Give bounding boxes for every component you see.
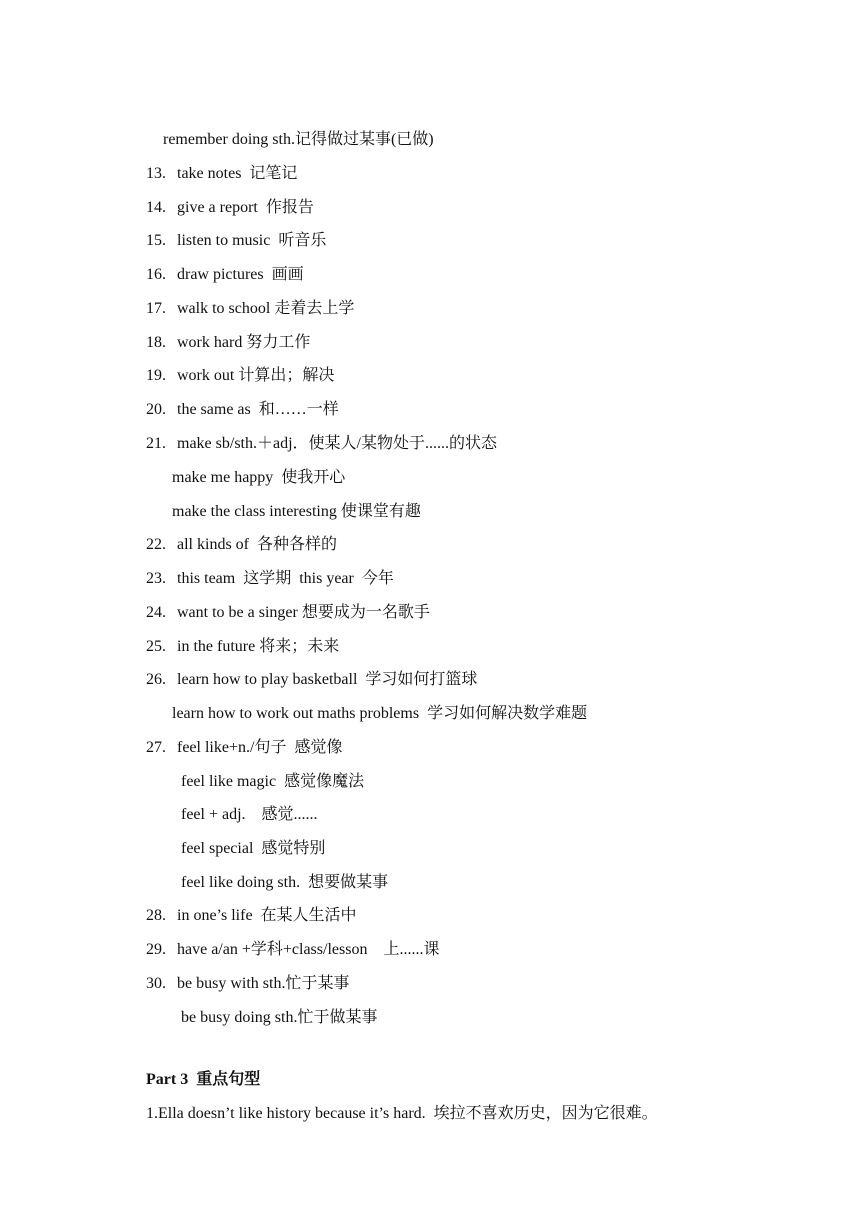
phrase-example bbox=[165, 779, 318, 823]
item-number: 27. bbox=[146, 739, 166, 756]
phrase-text: work out 计算出；解决 bbox=[177, 367, 335, 384]
phrase-text: have a/an +学科+class/lesson 上......课 bbox=[177, 941, 440, 958]
phrase-item-29 bbox=[130, 914, 440, 958]
phrase-text: in one’s life 在某人生活中 bbox=[177, 907, 357, 924]
phrase-item-20 bbox=[130, 374, 339, 418]
phrase-item-23 bbox=[130, 543, 394, 587]
phrase-text: learn how to play basketball 学习如何打篮球 bbox=[177, 671, 478, 688]
phrase-text: the same as 和……一样 bbox=[177, 401, 339, 418]
phrase-text: remember doing sth.记得做过某事(已做) bbox=[163, 131, 434, 148]
item-number: 30. bbox=[146, 975, 166, 992]
item-number: 28. bbox=[146, 907, 166, 924]
phrase-item-15 bbox=[130, 205, 327, 249]
phrase-text: be busy with sth.忙于某事 bbox=[177, 975, 350, 992]
phrase-item-27 bbox=[130, 712, 343, 756]
item-number: 26. bbox=[146, 671, 166, 688]
phrase-text: make sb/sth.＋adj．使某人/某物处于......的状态 bbox=[177, 435, 497, 452]
phrase-text: want to be a singer 想要成为一名歌手 bbox=[177, 604, 430, 621]
phrase-text: make me happy 使我开心 bbox=[172, 469, 346, 486]
phrase-item-18 bbox=[130, 307, 311, 351]
phrase-item-14 bbox=[130, 172, 314, 216]
part3-heading bbox=[130, 1044, 261, 1088]
item-number: 18. bbox=[146, 334, 166, 351]
item-number: 19. bbox=[146, 367, 166, 384]
phrase-text: feel special 感觉特别 bbox=[181, 840, 326, 857]
phrase-text: listen to music 听音乐 bbox=[177, 232, 327, 249]
phrase-text: work hard 努力工作 bbox=[177, 334, 311, 351]
item-number: 25. bbox=[146, 638, 166, 655]
phrase-example bbox=[156, 678, 588, 722]
item-number: 17. bbox=[146, 300, 166, 317]
sentence-text: 1.Ella doesn’t like history because it’s hard. 埃拉不喜欢历史，因为它很难。 bbox=[146, 1105, 658, 1122]
phrase-item-16 bbox=[130, 239, 304, 283]
phrase-text: feel like doing sth. 想要做某事 bbox=[181, 874, 389, 891]
phrase-example bbox=[165, 813, 326, 857]
phrase-line bbox=[147, 104, 434, 148]
phrase-text: in the future 将来；未来 bbox=[177, 638, 340, 655]
phrase-example bbox=[156, 442, 346, 486]
item-number: 20. bbox=[146, 401, 166, 418]
phrase-example bbox=[165, 982, 378, 1026]
section-heading-text: Part 3 重点句型 bbox=[146, 1071, 261, 1088]
phrase-text: all kinds of 各种各样的 bbox=[177, 536, 337, 553]
phrase-item-17 bbox=[130, 273, 355, 317]
phrase-example bbox=[165, 746, 365, 790]
phrase-text: give a report 作报告 bbox=[177, 199, 314, 216]
item-number: 21. bbox=[146, 435, 166, 452]
phrase-item-21 bbox=[130, 408, 497, 452]
phrase-text: draw pictures 画画 bbox=[177, 266, 304, 283]
item-number: 24. bbox=[146, 604, 166, 621]
key-sentence bbox=[130, 1078, 658, 1122]
item-number: 23. bbox=[146, 570, 166, 587]
phrase-example bbox=[156, 476, 421, 520]
item-number: 16. bbox=[146, 266, 166, 283]
phrase-text: feel + adj. 感觉...... bbox=[181, 806, 318, 823]
item-number: 15. bbox=[146, 232, 166, 249]
phrase-item-26 bbox=[130, 644, 478, 688]
phrase-text: make the class interesting 使课堂有趣 bbox=[172, 503, 421, 520]
phrase-text: take notes 记笔记 bbox=[177, 165, 298, 182]
item-number: 22. bbox=[146, 536, 166, 553]
item-number: 13. bbox=[146, 165, 166, 182]
phrase-text: learn how to work out maths problems 学习如何解决数学难题 bbox=[172, 705, 588, 722]
phrase-text: feel like+n./句子 感觉像 bbox=[177, 739, 343, 756]
phrase-item-24 bbox=[130, 577, 430, 621]
phrase-item-28 bbox=[130, 880, 357, 924]
phrase-item-30 bbox=[130, 948, 350, 992]
item-number: 14. bbox=[146, 199, 166, 216]
phrase-text: be busy doing sth.忙于做某事 bbox=[181, 1009, 378, 1026]
phrase-text: this team 这学期 this year 今年 bbox=[177, 570, 394, 587]
phrase-example bbox=[165, 847, 389, 891]
phrase-item-22 bbox=[130, 509, 337, 553]
phrase-item-19 bbox=[130, 340, 335, 384]
item-number: 29. bbox=[146, 941, 166, 958]
phrase-item-13 bbox=[130, 138, 298, 182]
phrase-text: feel like magic 感觉像魔法 bbox=[181, 773, 365, 790]
phrase-item-25 bbox=[130, 611, 340, 655]
phrase-text: walk to school 走着去上学 bbox=[177, 300, 355, 317]
